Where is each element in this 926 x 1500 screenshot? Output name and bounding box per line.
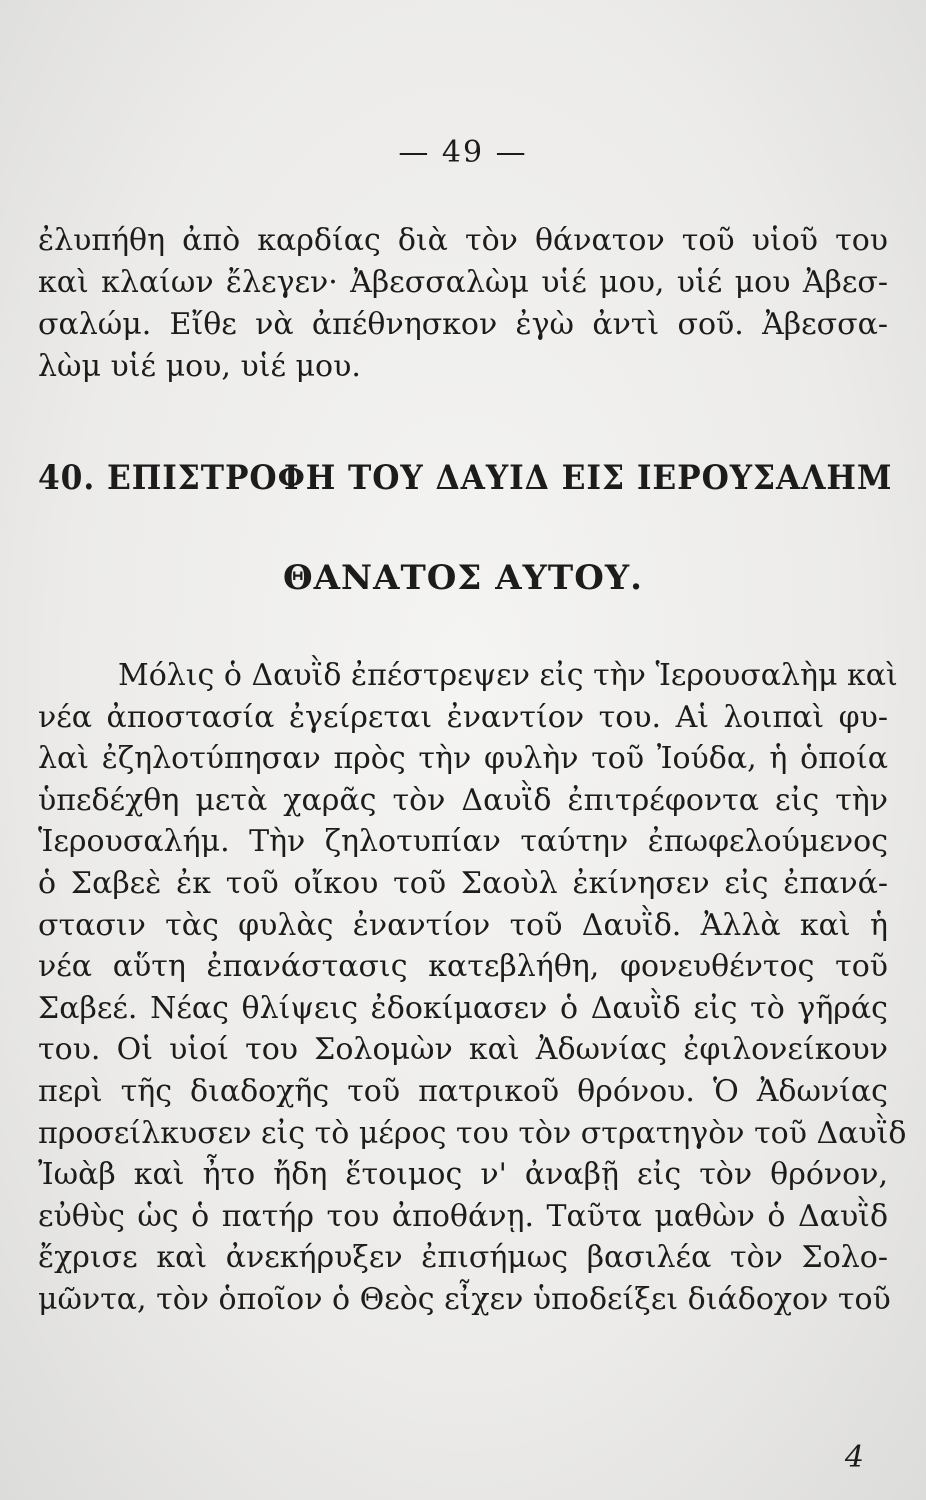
text-line: λὼμ υἱέ μου, υἱέ μου. [38,349,361,384]
text-line: μῶντα, τὸν ὁποῖον ὁ Θεὸς εἶχεν ὑποδείξει διάδοχον τοῦ [38,1281,891,1317]
text-line: ἔχρισε καὶ ἀνεκήρυξεν ἐπισήμως βασιλέα τὸν Σολο- [38,1240,888,1276]
printer-signature-mark: 4 [844,1440,864,1475]
text-line: καὶ κλαίων ἔλεγεν· Ἀβεσσαλὼμ υἱέ μου, υἱέ μου Ἀβεσ- [38,265,888,300]
text-line: στασιν τὰς φυλὰς ἐναντίον τοῦ Δαυῒδ. Ἀλλὰ καὶ ἡ [38,907,888,943]
text-line: Ἰωὰβ καὶ ἦτο ἤδη ἕτοιμος ν' ἀναβῇ εἰς τὸν θρόνον, [38,1157,888,1193]
section-heading: 40. ΕΠΙΣΤΡΟΦΗ ΤΟΥ ΔΑΥΙΔ ΕΙΣ ΙΕΡΟΥΣΑΛΗΜ [38,458,893,498]
text-line: ὁ Σαβεὲ ἐκ τοῦ οἴκου τοῦ Σαοὺλ ἐκίνησεν εἰς ἐπανά- [38,865,888,901]
text-line: προσείλκυσεν εἰς τὸ μέρος του τὸν στρατηγὸν τοῦ Δαυῒδ [38,1115,907,1151]
text-line: σαλώμ. Εἴθε νὰ ἀπέθνησκον ἐγὼ ἀντὶ σοῦ. Ἀβεσσα- [38,307,888,342]
text-line: εὐθὺς ὡς ὁ πατήρ του ἀποθάνῃ. Ταῦτα μαθὼν ὁ Δαυῒδ [38,1198,888,1234]
text-line: Ἱερουσαλήμ. Τὴν ζηλοτυπίαν ταύτην ἐπωφελούμενος [38,824,888,860]
page-number: — 49 — [398,135,528,170]
text-line: λαὶ ἐζηλοτύπησαν πρὸς τὴν φυλὴν τοῦ Ἰούδα, ἡ ὁποία [38,741,888,777]
text-line: ὑπεδέχθη μετὰ χαρᾶς τὸν Δαυῒδ ἐπιτρέφοντα εἰς τὴν [38,782,888,818]
text-line: του. Οἱ υἱοί του Σολομὼν καὶ Ἀδωνίας ἐφιλονείκουν [38,1032,888,1068]
intro-paragraph [38,220,888,388]
text-line: νέα αὕτη ἐπανάστασις κατεβλήθη, φονευθέντος τοῦ [38,949,888,985]
text-line: ἐλυπήθη ἀπὸ καρδίας διὰ τὸν θάνατον τοῦ υἱοῦ του [38,223,888,258]
text-line: Μόλις ὁ Δαυῒδ ἐπέστρεψεν εἰς τὴν Ἱερουσαλὴμ καὶ [118,658,898,693]
text-line: Σαβεέ. Νέας θλίψεις ἐδοκίμασεν ὁ Δαυῒδ εἰς τὸ γῆράς [38,990,888,1026]
section-subheading: ΘΑΝΑΤΟΣ ΑΥΤΟΥ. [283,558,643,598]
text-line: νέα ἀποστασία ἐγείρεται ἐναντίον του. Αἱ λοιπαὶ φυ- [38,699,888,735]
text-line: περὶ τῆς διαδοχῆς τοῦ πατρικοῦ θρόνου. Ὁ Ἀδωνίας [38,1073,888,1109]
section-paragraph [38,655,907,1321]
